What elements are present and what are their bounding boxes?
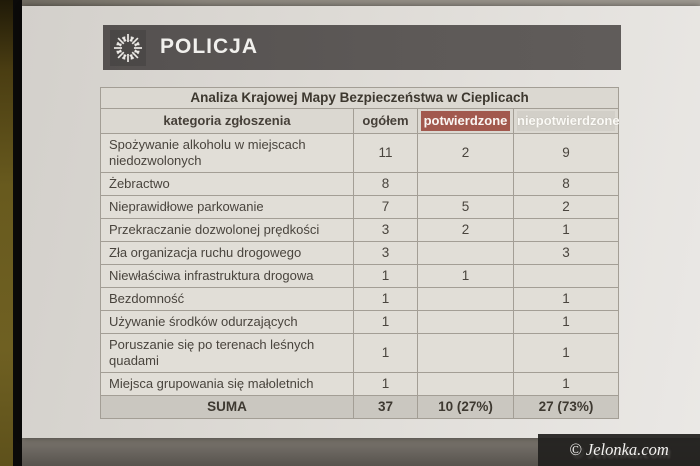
summary-label: SUMA — [101, 396, 354, 419]
confirmed-cell — [418, 242, 514, 265]
category-cell: Używanie środków odurzających — [101, 311, 354, 334]
unconfirmed-cell: 1 — [514, 311, 619, 334]
confirmed-cell — [418, 373, 514, 396]
confirmed-cell: 1 — [418, 265, 514, 288]
table-row — [101, 373, 619, 396]
report-table — [100, 87, 619, 419]
total-cell: 1 — [354, 288, 418, 311]
confirmed-cell: 2 — [418, 219, 514, 242]
watermark-text: © Jelonka.com — [569, 440, 669, 459]
unconfirmed-cell: 3 — [514, 242, 619, 265]
screen-frame-shadow — [13, 0, 22, 466]
confirmed-cell: 5 — [418, 196, 514, 219]
column-header-total: ogółem — [354, 109, 418, 134]
confirmed-cell — [418, 288, 514, 311]
confirmed-chip: potwierdzone — [421, 111, 510, 131]
table-row — [101, 288, 619, 311]
police-header-bar — [103, 25, 621, 70]
table-row — [101, 196, 619, 219]
total-cell: 1 — [354, 334, 418, 373]
column-header-confirmed — [418, 109, 514, 134]
projected-slide — [22, 6, 700, 438]
summary-row — [101, 396, 619, 419]
summary-confirmed: 10 (27%) — [418, 396, 514, 419]
category-cell: Żebractwo — [101, 173, 354, 196]
unconfirmed-chip: niepotwierdzone — [517, 111, 615, 131]
table-row — [101, 219, 619, 242]
unconfirmed-cell: 1 — [514, 288, 619, 311]
total-cell: 8 — [354, 173, 418, 196]
total-cell: 7 — [354, 196, 418, 219]
total-cell: 3 — [354, 242, 418, 265]
column-header-category: kategoria zgłoszenia — [101, 109, 354, 134]
category-cell: Miejsca grupowania się małoletnich — [101, 373, 354, 396]
table-row — [101, 311, 619, 334]
category-cell: Bezdomność — [101, 288, 354, 311]
brand-name: POLICJA — [160, 35, 259, 58]
confirmed-cell — [418, 173, 514, 196]
summary-total: 37 — [354, 396, 418, 419]
category-cell: Niewłaściwa infrastruktura drogowa — [101, 265, 354, 288]
table-row — [101, 265, 619, 288]
unconfirmed-cell: 1 — [514, 334, 619, 373]
total-cell: 11 — [354, 134, 418, 173]
category-cell: Nieprawidłowe parkowanie — [101, 196, 354, 219]
unconfirmed-cell — [514, 265, 619, 288]
category-cell: Zła organizacja ruchu drogowego — [101, 242, 354, 265]
title-row — [101, 88, 619, 109]
watermark — [538, 434, 700, 466]
confirmed-cell — [418, 334, 514, 373]
table-row — [101, 173, 619, 196]
category-cell: Spożywanie alkoholu w miejscach niedozwolonych — [101, 134, 354, 173]
summary-unconfirmed: 27 (73%) — [514, 396, 619, 419]
unconfirmed-cell: 8 — [514, 173, 619, 196]
confirmed-cell — [418, 311, 514, 334]
table-row — [101, 334, 619, 373]
unconfirmed-cell: 9 — [514, 134, 619, 173]
total-cell: 1 — [354, 265, 418, 288]
screen-frame-edge — [0, 0, 13, 466]
category-cell: Przekraczanie dozwolonej prędkości — [101, 219, 354, 242]
header-row — [101, 109, 619, 134]
total-cell: 1 — [354, 373, 418, 396]
unconfirmed-cell: 1 — [514, 373, 619, 396]
table-row — [101, 242, 619, 265]
table-title: Analiza Krajowej Mapy Bezpieczeństwa w Cieplicach — [101, 88, 619, 109]
police-star-icon — [110, 30, 146, 66]
total-cell: 3 — [354, 219, 418, 242]
confirmed-cell: 2 — [418, 134, 514, 173]
total-cell: 1 — [354, 311, 418, 334]
category-cell: Poruszanie się po terenach leśnych quadami — [101, 334, 354, 373]
unconfirmed-cell: 2 — [514, 196, 619, 219]
unconfirmed-cell: 1 — [514, 219, 619, 242]
column-header-unconfirmed — [514, 109, 619, 134]
table-row — [101, 134, 619, 173]
